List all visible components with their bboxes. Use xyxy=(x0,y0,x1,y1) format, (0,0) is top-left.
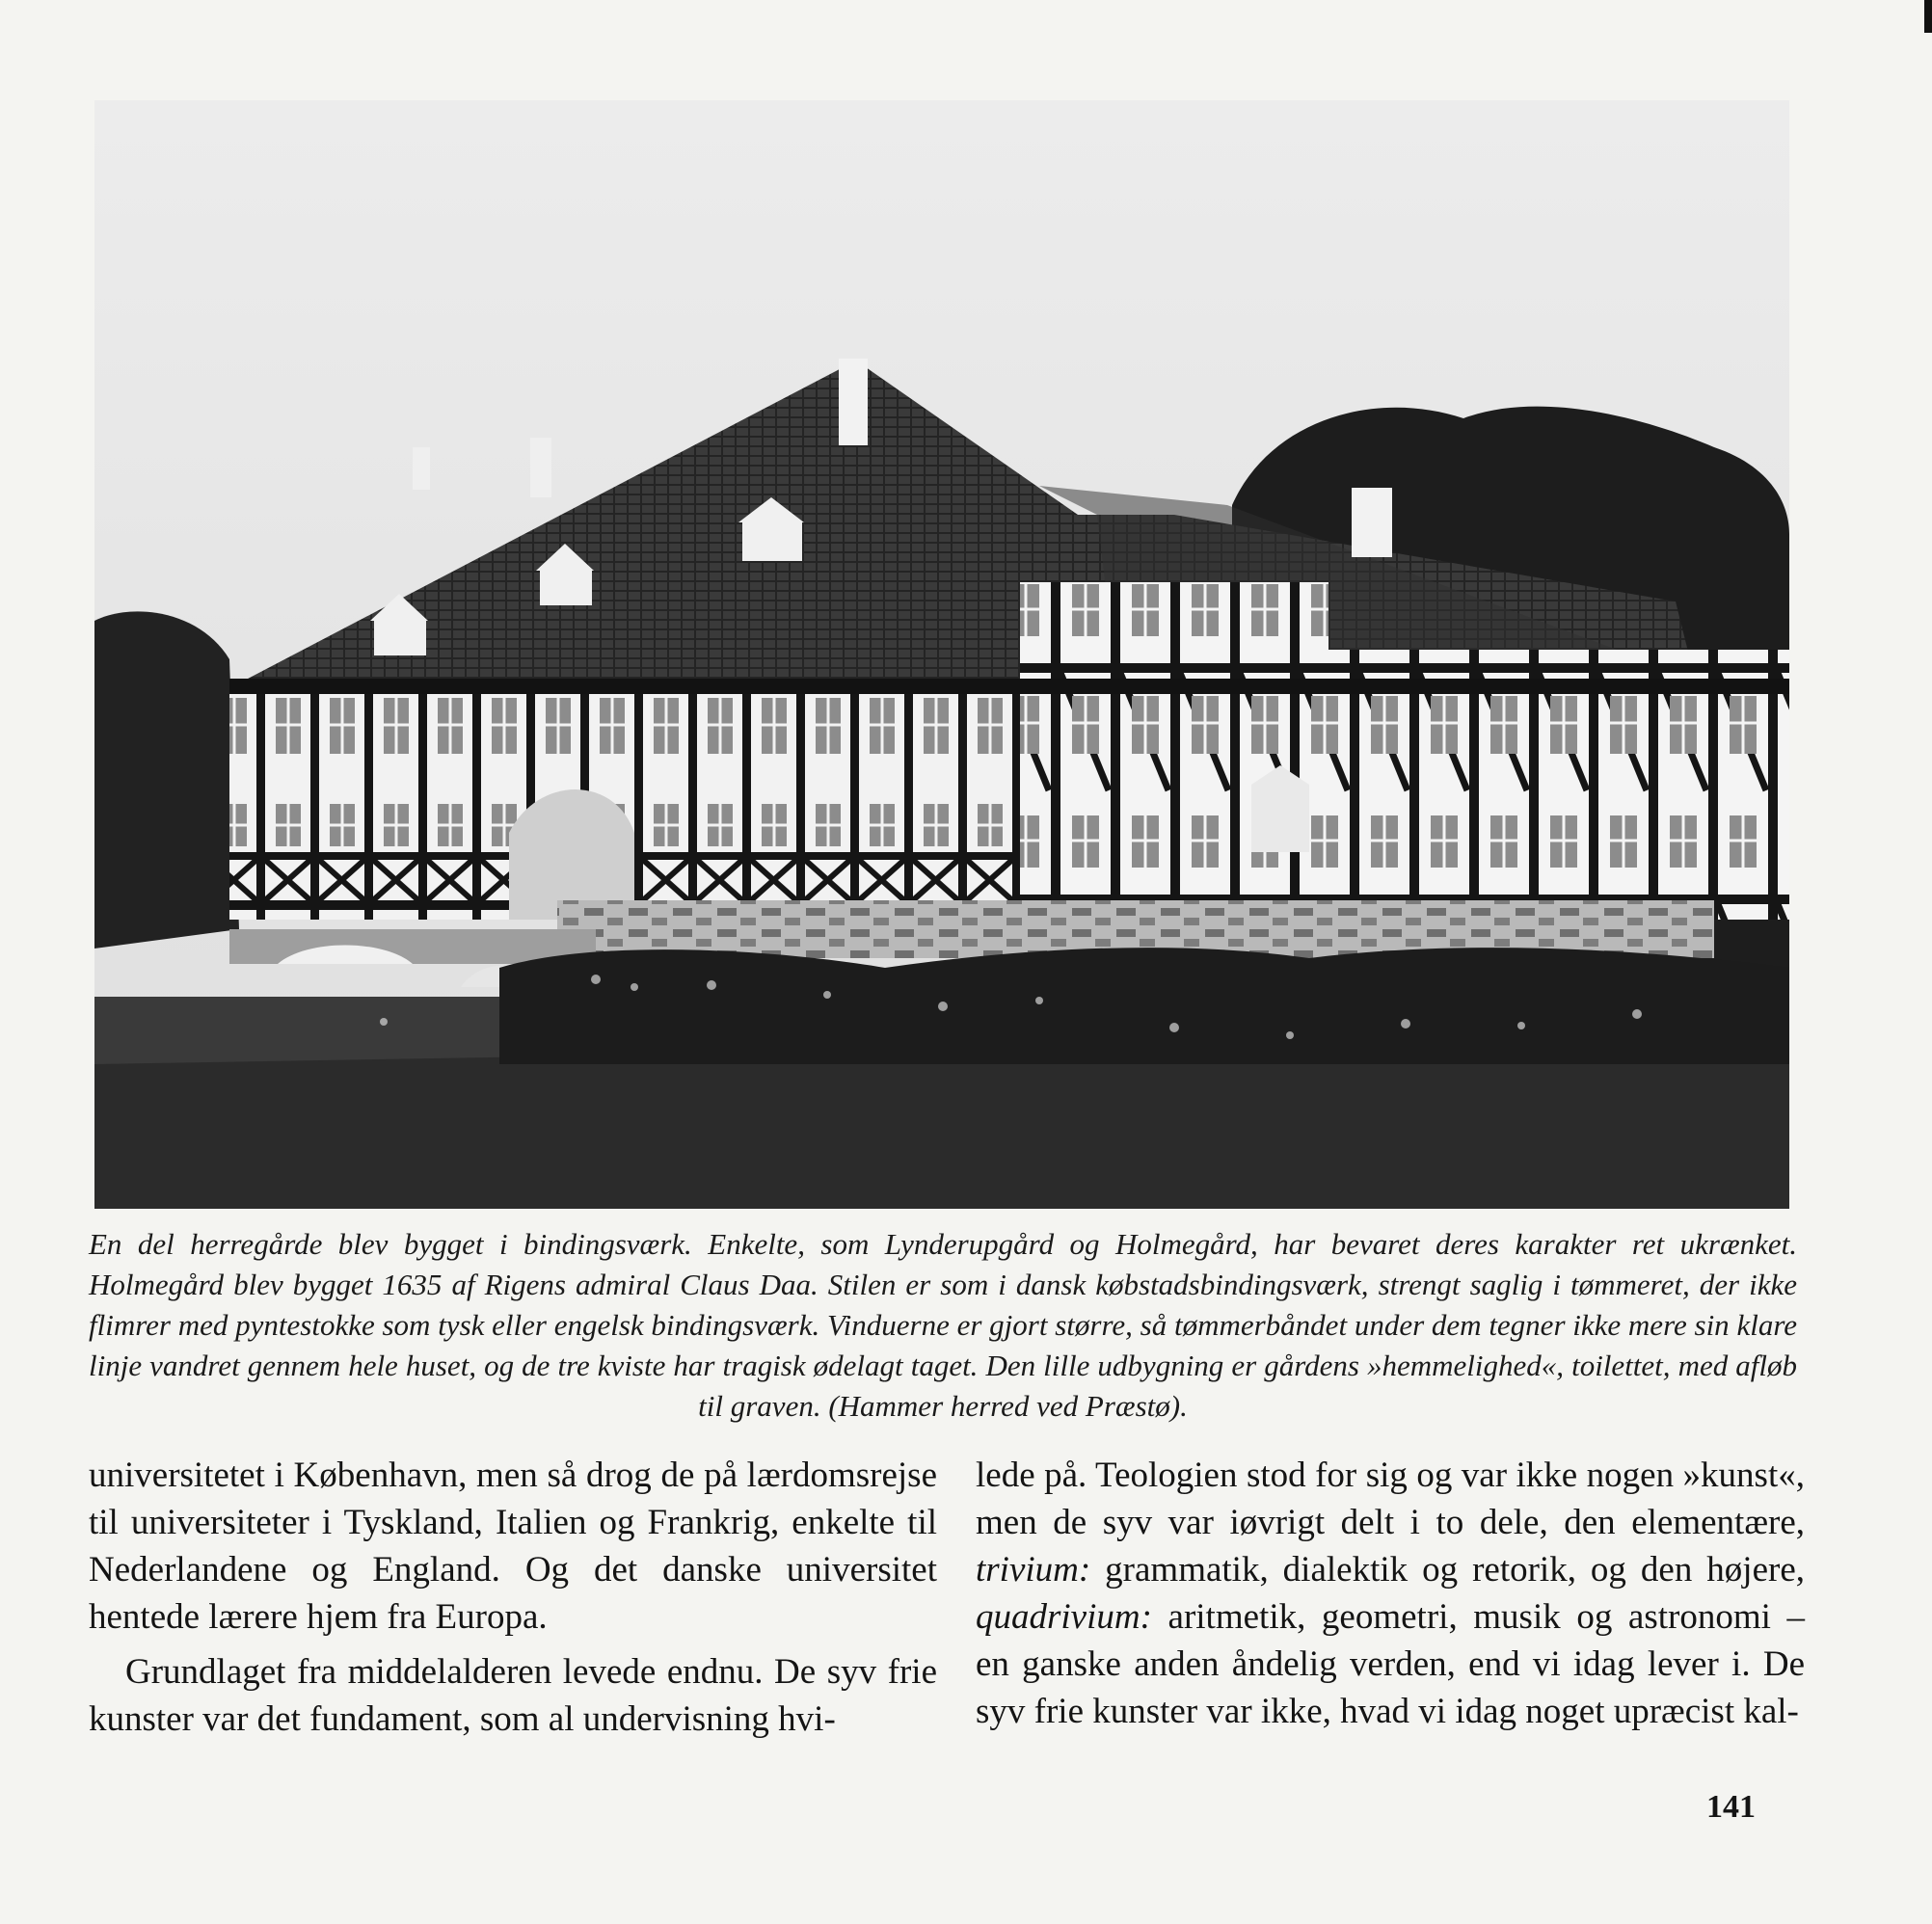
paragraph: Grundlaget fra middelalderen levede endnu. De syv frie kunster var det fundament, som al undervisning hvi- xyxy=(89,1652,937,1739)
page-number: 141 xyxy=(1706,1789,1756,1825)
text-column-right xyxy=(976,1452,1805,1735)
paragraph: universitetet i København, men så drog de på lærdomsrejse til universiteter i Tyskland, Italien og Frankrig, enkelte til Nederlandene og England. Og det danske universitet hentede lærere hjem fra Europa. xyxy=(89,1456,937,1637)
paragraph-text: aritmetik, geometri, musik og astronomi – en ganske anden åndelig verden, end vi idag lever i. De syv frie kunster var ikke, hvad vi idag noget upræcist kal- xyxy=(976,1597,1805,1731)
manor-house-photo-icon xyxy=(94,100,1789,1209)
term-trivium: trivium: xyxy=(976,1550,1091,1590)
paragraph-text: lede på. Teologien stod for sig og var ikke nogen »kunst«, men de syv var iøvrigt delt i to dele, den elementære, xyxy=(976,1456,1805,1542)
paragraph-text: grammatik, dialektik og retorik, og den højere, xyxy=(1090,1550,1805,1590)
photo-caption: En del herregårde blev bygget i bindingsværk. Enkelte, som Lynderupgård og Holmegård, har bevaret deres karakter ret ukrænket. Holmegård blev bygget 1635 af Rigens admiral Claus Daa. Stilen er som i dansk købstadsbindingsværk, strengt saglig i tømmeret, der ikke flimrer med pyntestokke som tysk eller engelsk bindingsværk. Vinduerne er gjort større, så tømmerbåndet under dem tegner ikke mere sin klare linje vandret gennem hele huset, og de tre kviste har tragisk ødelagt taget. Den lille udbygning er gårdens »hemmelighed«, toilettet, med afløb til graven. (Hammer herred ved Præstø). xyxy=(89,1227,1797,1423)
manor-house-photo xyxy=(94,100,1789,1209)
text-column-left xyxy=(89,1452,937,1743)
page-edge-mark xyxy=(1924,0,1932,33)
term-quadrivium: quadrivium: xyxy=(976,1597,1152,1637)
paragraph xyxy=(976,1452,1805,1735)
